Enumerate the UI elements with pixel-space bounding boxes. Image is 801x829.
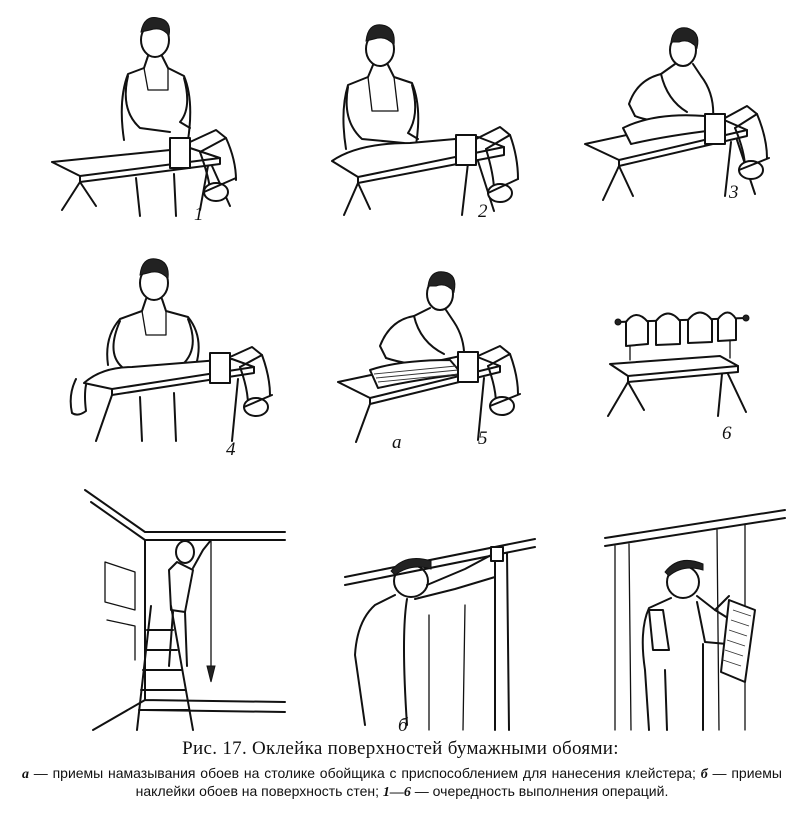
caption-text-b: — приемы наклейки обоев на поверхность стен; — [135, 765, 782, 799]
illustration-step-6 — [600, 300, 750, 430]
step-number-5: 5 — [478, 428, 488, 449]
illustration-hanging-wallpaper — [345, 525, 535, 730]
step-number-3: 3 — [729, 182, 739, 203]
illustration-smoothing-wallpaper — [605, 510, 785, 730]
figure-caption-title: Рис. 17. Оклейка поверхностей бумажными обоями: — [182, 738, 619, 759]
step-number-4: 4 — [226, 439, 236, 460]
figure-caption-body — [22, 765, 782, 801]
step-number-1: 1 — [194, 204, 204, 225]
caption-text-range: — очередность выполнения операций. — [410, 783, 669, 799]
illustration-step-2 — [318, 15, 528, 225]
caption-text-a: — приемы намазывания обоев на столике обойщика с приспособлением для нанесения клейстера; — [29, 765, 701, 781]
illustration-step-4 — [62, 255, 277, 455]
illustration-ladder-wall — [85, 490, 285, 735]
group-label-a: а — [392, 432, 402, 453]
illustration-step-5 — [330, 270, 530, 453]
step-number-6: 6 — [722, 423, 732, 444]
step-number-2: 2 — [478, 201, 488, 222]
caption-marker-b: б — [700, 767, 708, 782]
group-label-b: б — [398, 715, 408, 736]
illustration-step-3 — [575, 20, 790, 220]
illustration-step-1 — [40, 10, 250, 220]
caption-marker-range: 1—6 — [382, 785, 411, 800]
caption-marker-a: а — [22, 767, 29, 782]
